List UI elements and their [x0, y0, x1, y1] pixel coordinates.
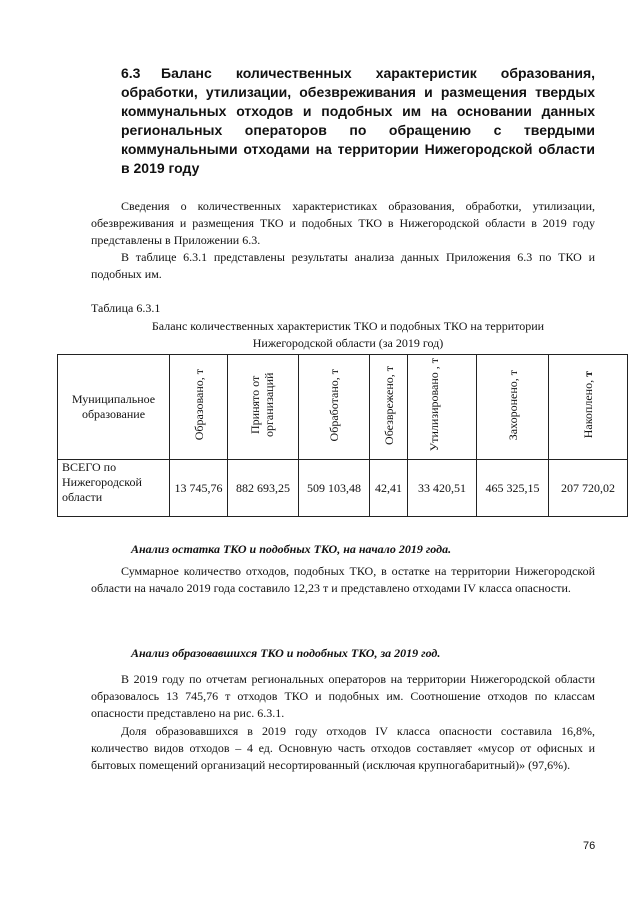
- table-row: [58, 460, 628, 517]
- section-2-title: Анализ образовавшихся ТКО и подобных ТКО, за 2019 год.: [131, 646, 441, 660]
- header-accepted: [228, 355, 299, 460]
- cell-neutralized: 42,41: [370, 460, 408, 517]
- section-1-paragraph: Суммарное количество отходов, подобных ТКО, в остатке на территории Нижегородской области на начало 2019 года составило 12,23 т и представлено отходами IV класса опасности.: [91, 564, 595, 595]
- balance-table: [57, 354, 628, 517]
- section-number: 6.3: [121, 65, 141, 81]
- header-formed-label: Образовано, т: [191, 369, 206, 441]
- section-1-title: Анализ остатка ТКО и подобных ТКО, на начало 2019 года.: [131, 542, 452, 556]
- header-processed-label: Обработано, т: [327, 368, 341, 442]
- page-number: 76: [583, 840, 596, 852]
- header-accumulated-text: Накоплено,: [581, 377, 595, 439]
- table-title-line-2: Нижегородской области (за 2019 год): [252, 336, 444, 350]
- header-neutralized-label: Обезврежено, т: [381, 365, 396, 445]
- cell-accumulated: 207 720,02: [549, 460, 628, 517]
- cell-utilized: 33 420,51: [408, 460, 477, 517]
- table-caption: Таблица 6.3.1: [91, 301, 161, 315]
- header-utilized-label: Утилизировано , т: [427, 358, 441, 452]
- cell-buried: 465 325,15: [477, 460, 549, 517]
- cell-municipality: ВСЕГО по Нижегородской области: [58, 460, 170, 517]
- header-accepted-label: Принято от организаций: [248, 372, 276, 438]
- header-formed: [170, 355, 228, 460]
- header-buried-label: Захоронено, т: [505, 369, 520, 441]
- header-neutralized: [370, 355, 408, 460]
- header-utilized: [408, 355, 477, 460]
- cell-formed: 13 745,76: [170, 460, 228, 517]
- header-accumulated: [549, 355, 628, 460]
- section-2-paragraph-1: В 2019 году по отчетам региональных операторов на территории Нижегородской области образовалось 13 745,76 т отходов ТКО и подобных им. Соотношение отходов по классам опасности представлено на рис. 6.3.1.: [91, 672, 595, 720]
- header-accumulated-unit: т: [581, 371, 595, 378]
- header-buried: [477, 355, 549, 460]
- header-processed: [299, 355, 370, 460]
- header-municipality: Муниципальное образование: [58, 355, 170, 460]
- table-title: [91, 318, 605, 352]
- cell-accepted: 882 693,25: [228, 460, 299, 517]
- section-heading: [121, 64, 595, 178]
- intro-paragraph-1: Сведения о количественных характеристиках образования, обработки, утилизации, обезвреживания и размещения ТКО и подобных ТКО в Нижегородской области в 2019 году представлены в Приложении 6.3.: [91, 199, 595, 247]
- table-header-row: [58, 355, 628, 460]
- table-title-line-1: Баланс количественных характеристик ТКО и подобных ТКО на территории: [151, 319, 545, 333]
- section-2-paragraph-2: Доля образовавшихся в 2019 году отходов IV класса опасности составила 16,8%, количество видов отходов – 4 ед. Основную часть отходов составляет «мусор от офисных и бытовых помещений организаций несортированный (исключая крупногабаритный)» (97,6%).: [91, 724, 595, 772]
- header-accumulated-label: [581, 371, 595, 438]
- intro-paragraph-2: В таблице 6.3.1 представлены результаты анализа данных Приложения 6.3 по ТКО и подобных им.: [91, 250, 595, 281]
- cell-processed: 509 103,48: [299, 460, 370, 517]
- section-title: Баланс количественных характеристик образования, обработки, утилизации, обезвреживания и размещения твердых коммунальных отходов и подобных им на основании данных региональных операторов по обращению с твердыми коммунальными отходами на территории Нижегородской области в 2019 году: [121, 65, 595, 176]
